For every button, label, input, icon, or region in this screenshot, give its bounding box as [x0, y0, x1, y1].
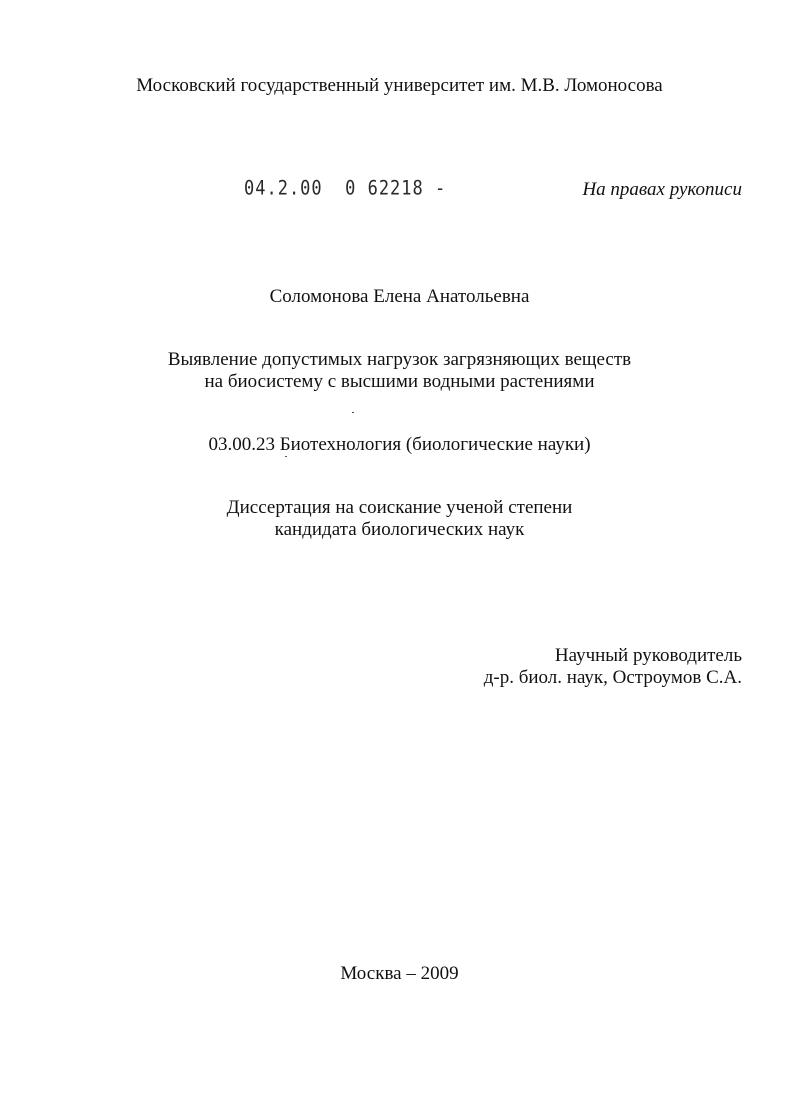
dissertation-title-line-1: Выявление допустимых нагрузок загрязняющих веществ [167, 349, 632, 370]
registration-number-stamp: 04.2.00 0 62218 - [244, 177, 447, 201]
supervisor-role: Научный руководитель [554, 645, 742, 666]
city-and-year: Москва – 2009 [340, 963, 459, 984]
degree-line-1: Диссертация на соискание ученой степени [226, 497, 573, 518]
manuscript-rights-note: На правах рукописи [582, 179, 742, 200]
specialty-code: 03.00.23 Биотехнология (биологические науки) [208, 434, 591, 455]
university-name: Московский государственный университет им. М.В. Ломоносова [136, 75, 663, 96]
scan-speck [352, 412, 354, 413]
scan-speck [285, 456, 287, 457]
author-name: Соломонова Елена Анатольевна [269, 286, 530, 307]
dissertation-title-line-2: на биосистему с высшими водными растениями [204, 371, 595, 392]
supervisor-name: д-р. биол. наук, Остроумов С.А. [483, 667, 742, 688]
degree-line-2: кандидата биологических наук [274, 519, 525, 540]
